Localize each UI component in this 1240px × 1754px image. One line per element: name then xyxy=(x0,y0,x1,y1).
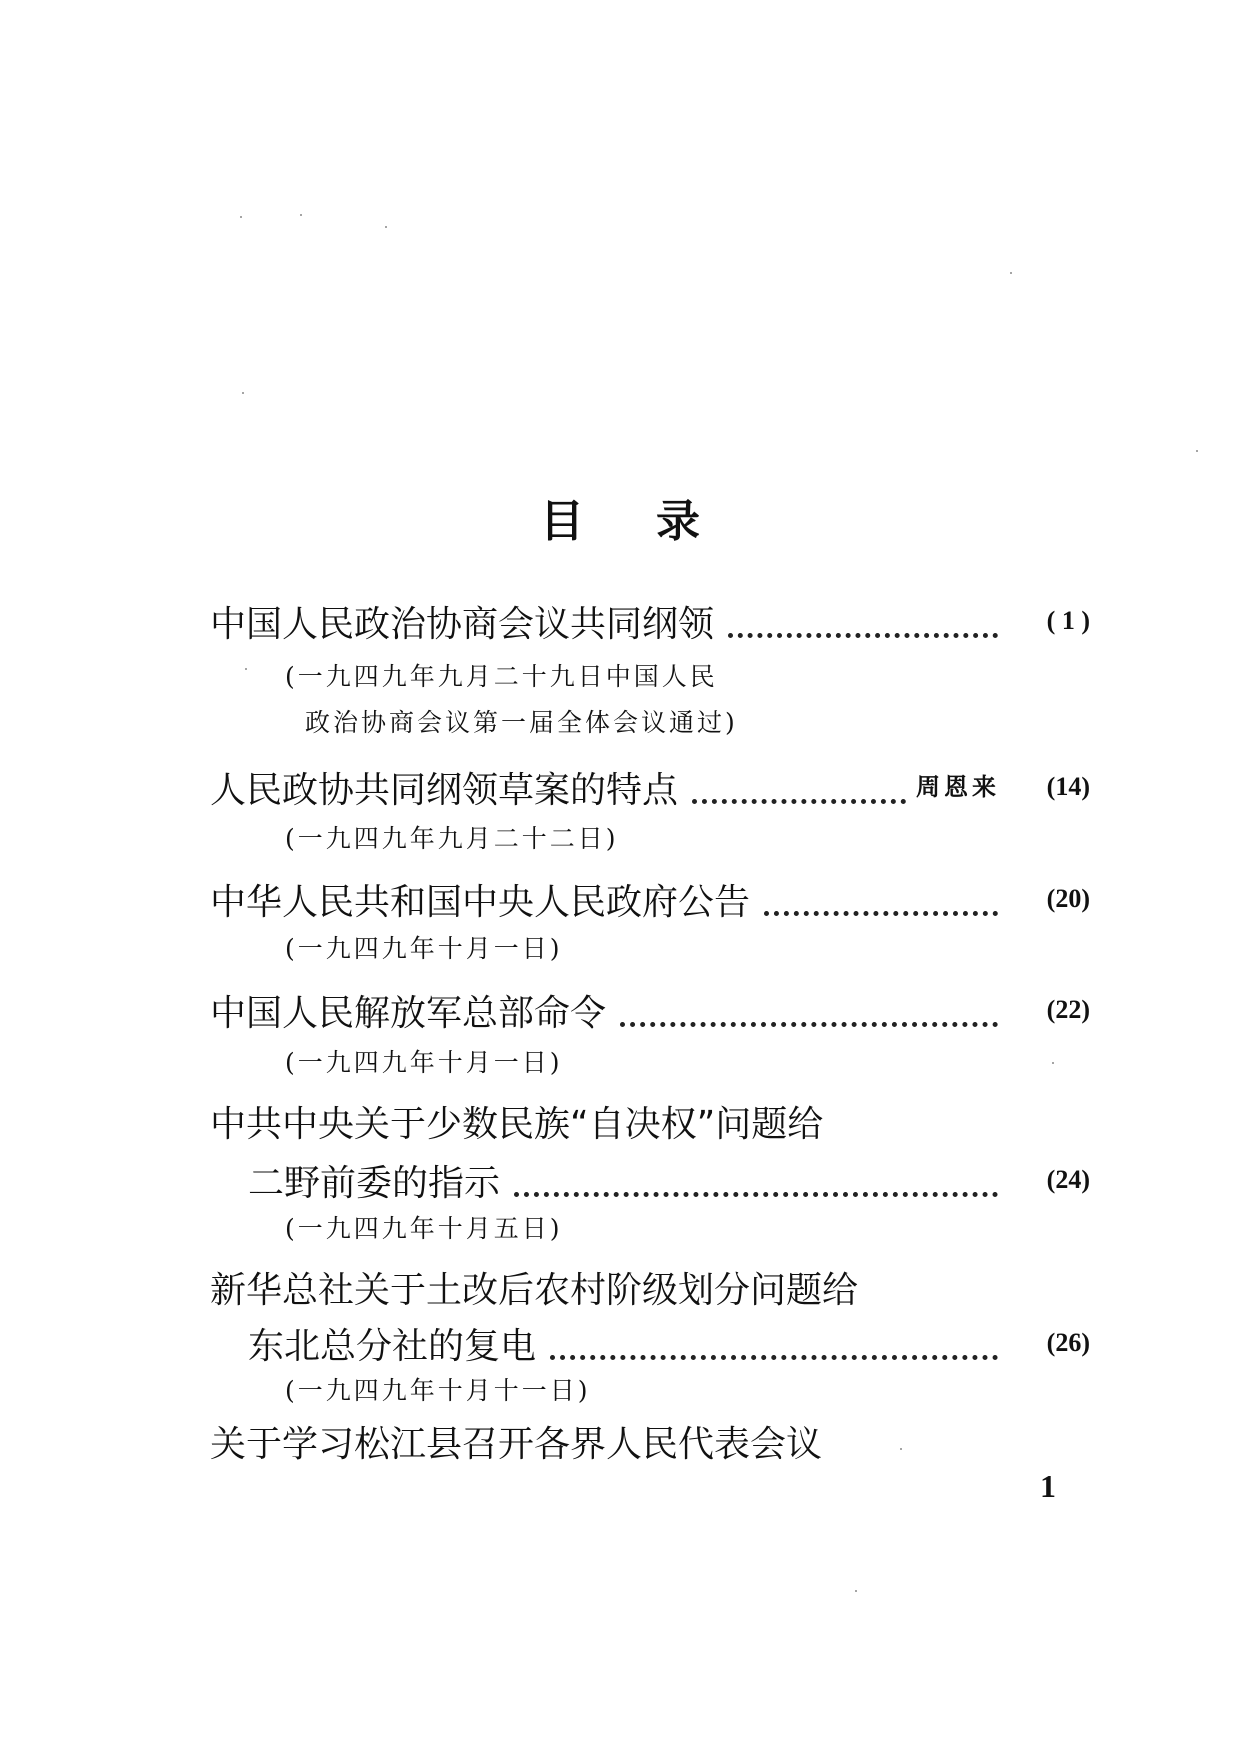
toc-entry-page: (24) xyxy=(1046,1165,1090,1194)
toc-entry-5-title-line-2[interactable] xyxy=(248,1157,1090,1207)
scan-speck xyxy=(300,214,302,216)
toc-entry-6-title-line-2[interactable] xyxy=(248,1320,1090,1370)
toc-entry-title-text: 关于学习松江县召开各界人民代表会议 xyxy=(210,1424,823,1465)
dot-leader xyxy=(728,625,998,638)
toc-entry-3-title[interactable] xyxy=(210,876,1090,926)
dot-leader xyxy=(514,1184,998,1197)
scan-speck xyxy=(385,226,387,228)
toc-entry-author: 周恩来 xyxy=(916,773,1000,801)
toc-entry-title-text: 东北总分社的复电 xyxy=(248,1326,537,1367)
toc-entry-title-text: 中国人民解放军总部命令 xyxy=(210,993,607,1034)
heading-char-2: 录 xyxy=(656,496,700,547)
toc-entry-2-title[interactable] xyxy=(210,764,1090,814)
toc-entry-5-date: (一九四九年十月五日) xyxy=(285,1214,563,1243)
dot-leader xyxy=(620,1014,998,1027)
toc-entry-title-text: 人民政协共同纲领草案的特点 xyxy=(210,770,679,811)
scan-speck xyxy=(1196,450,1198,452)
toc-entry-4-date: (一九四九年十月一日) xyxy=(285,1048,563,1077)
heading-char-1: 目 xyxy=(540,496,584,547)
toc-entry-page: (20) xyxy=(1046,884,1090,913)
toc-entry-title-text: 二野前委的指示 xyxy=(248,1163,501,1204)
scan-speck xyxy=(900,1448,902,1450)
scan-speck xyxy=(240,216,242,218)
toc-entry-page: (26) xyxy=(1046,1328,1090,1357)
toc-entry-6-title-line-1[interactable] xyxy=(210,1268,858,1314)
toc-entry-page: (14) xyxy=(1046,772,1090,801)
page-number: 1 xyxy=(1040,1468,1056,1504)
toc-entry-title-text: 中共中央关于少数民族“自决权”问题给 xyxy=(210,1104,824,1145)
scan-speck xyxy=(855,1590,857,1592)
toc-heading xyxy=(0,494,1240,550)
toc-entry-3-date: (一九四九年十月一日) xyxy=(285,934,563,963)
scan-speck xyxy=(1052,1062,1054,1064)
dot-leader xyxy=(550,1347,998,1360)
toc-entry-title-text: 新华总社关于土改后农村阶级划分问题给 xyxy=(210,1270,859,1311)
toc-entry-2-date: (一九四九年九月二十二日) xyxy=(285,824,619,853)
scan-speck xyxy=(242,392,244,394)
toc-entry-page: (22) xyxy=(1046,995,1090,1024)
toc-entry-7-title[interactable] xyxy=(210,1422,822,1468)
toc-entry-1-title[interactable] xyxy=(210,598,1090,648)
toc-entry-4-title[interactable] xyxy=(210,987,1090,1037)
scan-speck xyxy=(1010,272,1012,274)
dot-leader xyxy=(692,791,906,804)
scan-speck xyxy=(245,668,247,670)
toc-entry-6-date: (一九四九年十月十一日) xyxy=(285,1376,591,1405)
toc-entry-5-title-line-1[interactable] xyxy=(210,1102,823,1148)
toc-entry-title-text: 中国人民政治协商会议共同纲领 xyxy=(210,604,715,645)
toc-entry-title-text: 中华人民共和国中央人民政府公告 xyxy=(210,882,751,923)
toc-entry-1-date-line-1: (一九四九年九月二十九日中国人民 xyxy=(285,662,718,691)
toc-entry-1-date-line-2: 政治协商会议第一届全体会议通过) xyxy=(305,708,738,737)
dot-leader xyxy=(764,903,998,916)
toc-entry-page: ( 1 ) xyxy=(1046,606,1090,635)
